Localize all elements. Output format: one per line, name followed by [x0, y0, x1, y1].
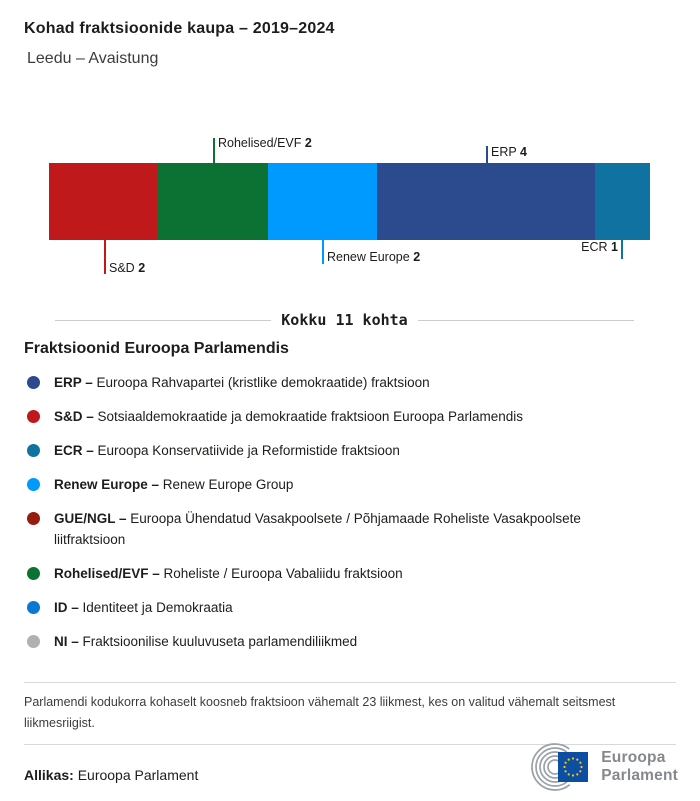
european-parliament-logo [527, 742, 678, 792]
legend-item-erp [24, 372, 638, 393]
legend-item-gue-ngl [24, 508, 638, 550]
callout-tick-ecr [621, 240, 623, 259]
legend-color-dot [27, 512, 40, 525]
bar-label-rohelised-evf [218, 136, 312, 150]
footnote-text: Parlamendi kodukorra kohaselt koosneb fraktsioon vähemalt 23 liikmest, kes on valitud vähemalt seitsmest liikmesriigist. [24, 695, 616, 730]
source-label: Allikas: [24, 767, 74, 783]
legend-item-text: ECR – Euroopa Konservatiivide ja Reformistide fraktsioon [54, 443, 400, 458]
logo-wordmark [601, 749, 678, 785]
legend-item-text: NI – Fraktsioonilise kuuluvuseta parlamendiliikmed [54, 634, 358, 649]
legend-list [24, 372, 638, 665]
page-subtitle: Leedu – Avaistung [27, 50, 159, 67]
bar-label-value: 2 [138, 261, 146, 275]
legend-item-id [24, 597, 638, 618]
eu-flag-icon [558, 752, 588, 782]
divider-line-left [55, 320, 271, 321]
bar-label-name: ECR [581, 240, 608, 254]
bar-label-name: ERP [491, 145, 517, 159]
legend-item-ni [24, 631, 638, 652]
parliament-hemicycle-icon [527, 742, 593, 792]
logo-line1: Euroopa [601, 749, 666, 766]
legend-color-dot [27, 567, 40, 580]
legend-color-dot [27, 635, 40, 648]
source-line [24, 767, 198, 783]
legend-item-rohelised-evf [24, 563, 638, 584]
bar-label-erp [491, 145, 527, 159]
legend-item-ecr [24, 440, 638, 461]
legend-color-dot [27, 410, 40, 423]
bar-segment-erp [377, 163, 596, 240]
bar-label-name: Rohelised/EVF [218, 136, 302, 150]
bar-label-value: 2 [413, 250, 421, 264]
legend-heading: Fraktsioonid Euroopa Parlamendis [24, 340, 289, 357]
legend-item-renew-europe [24, 474, 638, 495]
bar-label-name: Renew Europe [327, 250, 410, 264]
bar-segment-ecr [595, 163, 650, 240]
bar-label-renew-europe [327, 250, 420, 264]
bar-segment-rohelised-evf [158, 163, 267, 240]
legend-color-dot [27, 601, 40, 614]
callout-tick-renew-europe [322, 240, 324, 264]
callout-tick-rohelised-evf [213, 138, 215, 163]
divider-line-right [418, 320, 634, 321]
callout-tick-erp [486, 146, 488, 163]
bar-label-value: 1 [611, 240, 618, 254]
legend-item-text: S&D – Sotsiaaldemokraatide ja demokraatide fraktsioon Euroopa Parlamendis [54, 409, 524, 424]
legend-item-s-d [24, 406, 638, 427]
legend-item-text: Rohelised/EVF – Roheliste / Euroopa Vabaliidu fraktsioon [54, 566, 403, 581]
legend-color-dot [27, 376, 40, 389]
source-value: Euroopa Parlament [77, 767, 199, 783]
bar-label-sd [109, 261, 145, 275]
bar-segment-s-d [49, 163, 158, 240]
logo-line2: Parlament [601, 767, 678, 784]
bar-label-name: S&D [109, 261, 135, 275]
footnote [24, 682, 676, 745]
total-seats-label: Kokku 11 kohta [281, 311, 408, 329]
legend-item-text: ID – Identiteet ja Demokraatia [54, 600, 233, 615]
page-title: Kohad fraktsioonide kaupa – 2019–2024 [24, 20, 335, 37]
bar-segment-renew-europe [268, 163, 377, 240]
stacked-bar [49, 163, 650, 240]
callout-tick-sd [104, 240, 106, 274]
bar-label-value: 4 [519, 145, 527, 159]
bar-label-value: 2 [304, 136, 312, 150]
seats-stacked-bar-chart [0, 130, 700, 292]
legend-item-text: GUE/NGL – Euroopa Ühendatud Vasakpoolsete / Põhjamaade Roheliste Vasakpoolsete liitfraktsioon [54, 511, 581, 547]
legend-item-text: Renew Europe – Renew Europe Group [54, 477, 294, 492]
total-seats-divider [55, 311, 634, 329]
legend-color-dot [27, 444, 40, 457]
bar-label-ecr [581, 240, 618, 254]
legend-color-dot [27, 478, 40, 491]
legend-item-text: ERP – Euroopa Rahvapartei (kristlike demokraatide) fraktsioon [54, 375, 430, 390]
